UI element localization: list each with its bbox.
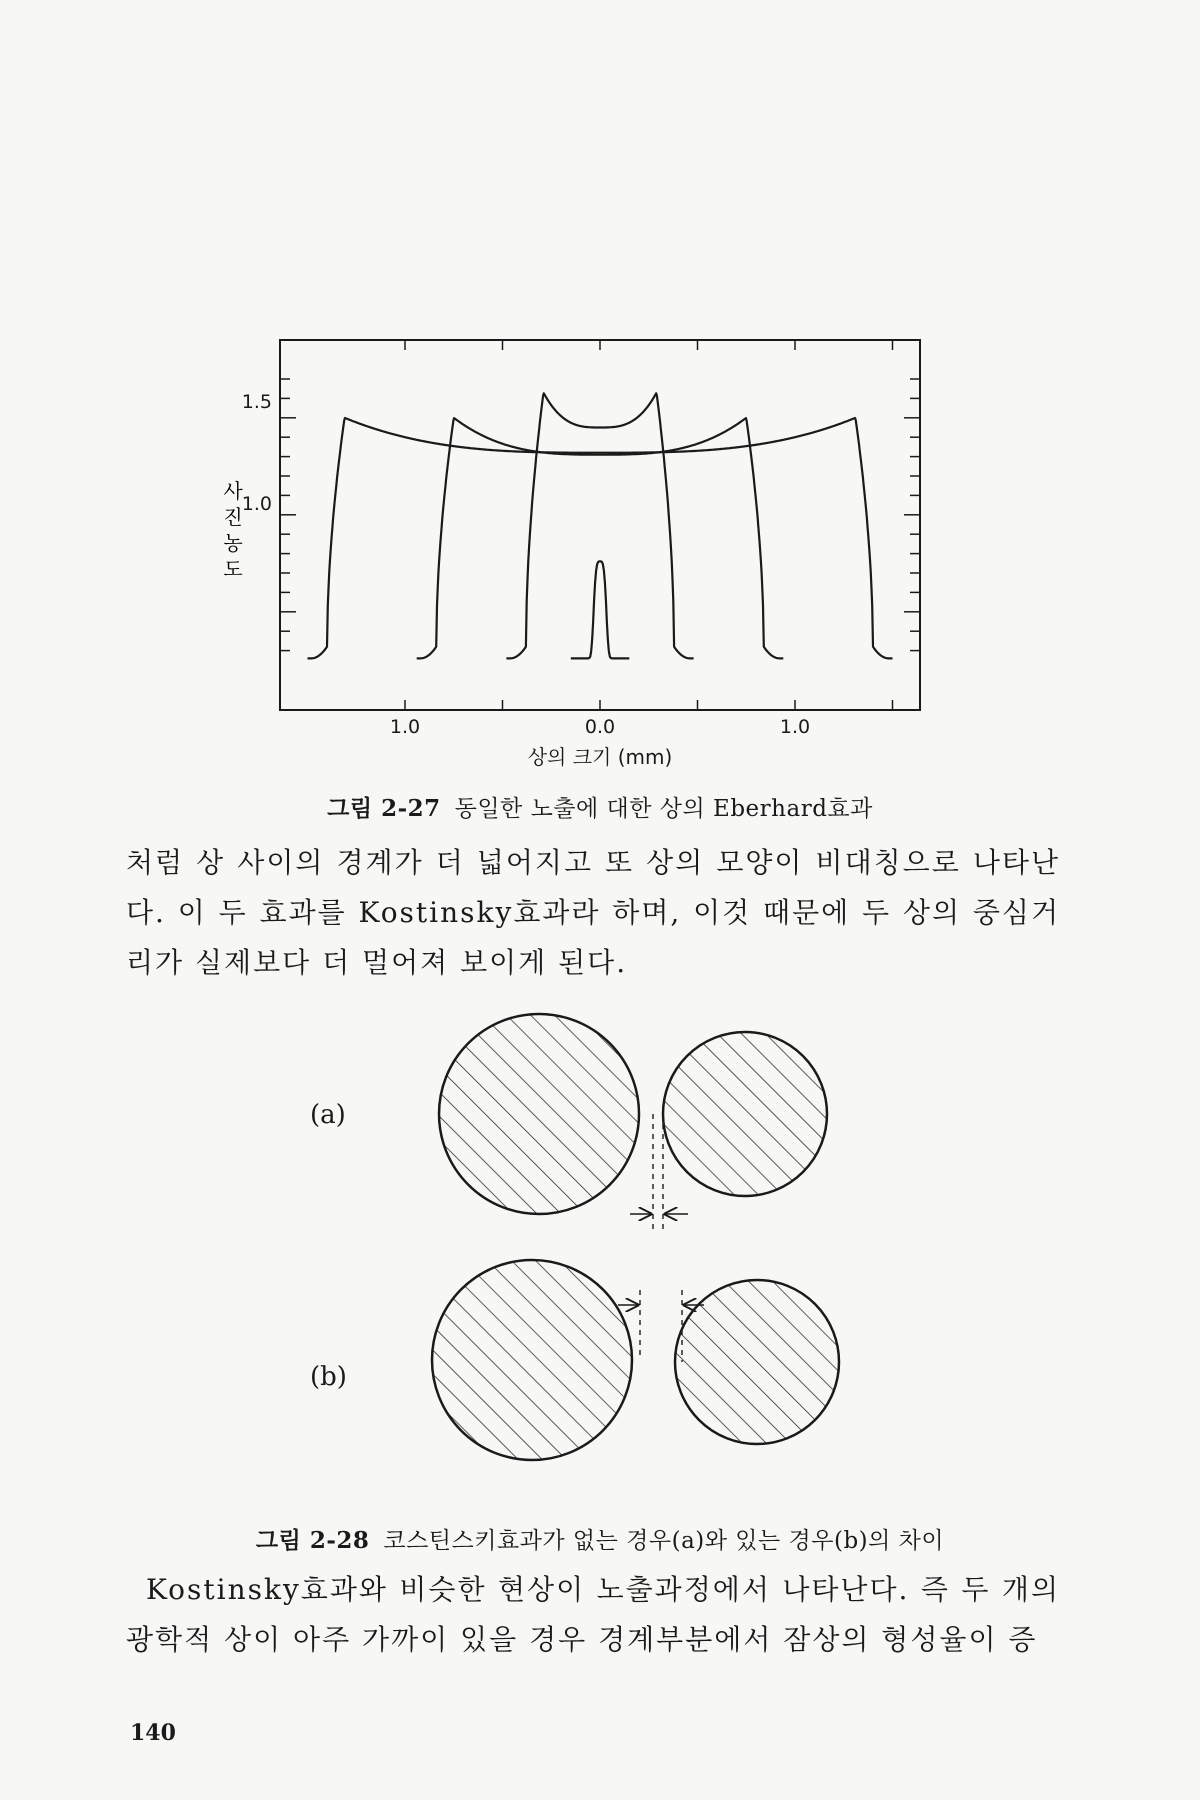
diagram-a-right-circle [663, 1032, 827, 1196]
body-paragraph-1 [126, 838, 1060, 988]
y-label-char-1: 사 [223, 479, 243, 503]
figure-2-27-caption [0, 790, 1200, 823]
diagram-a-label: (a) [310, 1100, 346, 1130]
y-axis-label [223, 479, 243, 581]
paragraph-1-text: 처럼 상 사이의 경계가 더 넓어지고 또 상의 모양이 비대칭으로 나타난다. 이 두 효과를 Kostinsky효과라 하며, 이것 때문에 두 상의 중심거리가 실제보다 더 멀어져 보이게 된다. [126, 846, 1060, 979]
figure-2-27-caption-text: 동일한 노출에 대한 상의 Eberhard효과 [454, 796, 873, 822]
diagram-a [439, 1014, 827, 1232]
y-label-char-4: 도 [223, 557, 243, 581]
density-curve-2 [417, 418, 784, 658]
diagram-b-label: (b) [310, 1362, 347, 1392]
x-tick-label-left: 1.0 [389, 716, 421, 738]
figure-2-28-number: 그림 2-28 [255, 1527, 370, 1554]
body-paragraph-2 [126, 1565, 1060, 1665]
diagram-b [432, 1260, 839, 1460]
diagram-a-left-circle [439, 1014, 639, 1214]
page-number: 140 [130, 1720, 176, 1746]
x-tick-label-center: 0.0 [584, 716, 616, 738]
figure-2-28-caption-text: 코스틴스키효과가 없는 경우(a)와 있는 경우(b)의 차이 [383, 1528, 945, 1554]
figure-2-27-number: 그림 2-27 [327, 795, 441, 822]
eberhard-effect-chart [0, 0, 1200, 820]
y-tick-label-1-5: 1.5 [241, 391, 272, 413]
y-label-char-2: 진 [223, 505, 243, 529]
density-curves [308, 393, 893, 658]
density-curve-3 [506, 393, 693, 658]
chart-frame [280, 340, 920, 710]
x-axis-label: 상의 크기 (mm) [527, 745, 673, 769]
figure-2-28-caption [0, 1522, 1200, 1555]
y-label-char-3: 농 [223, 531, 243, 555]
axis-ticks [280, 340, 920, 710]
x-tick-label-right: 1.0 [779, 716, 811, 738]
paragraph-2-text: Kostinsky효과와 비슷한 현상이 노출과정에서 나타난다. 즉 두 개의 광학적 상이 아주 가까이 있을 경우 경계부분에서 잠상의 형성율이 증 [126, 1573, 1060, 1656]
kostinsky-effect-diagram [0, 990, 1200, 1510]
density-curve-4 [571, 561, 630, 658]
diagram-b-left-circle [432, 1260, 632, 1460]
y-tick-label-1-0: 1.0 [241, 493, 272, 515]
